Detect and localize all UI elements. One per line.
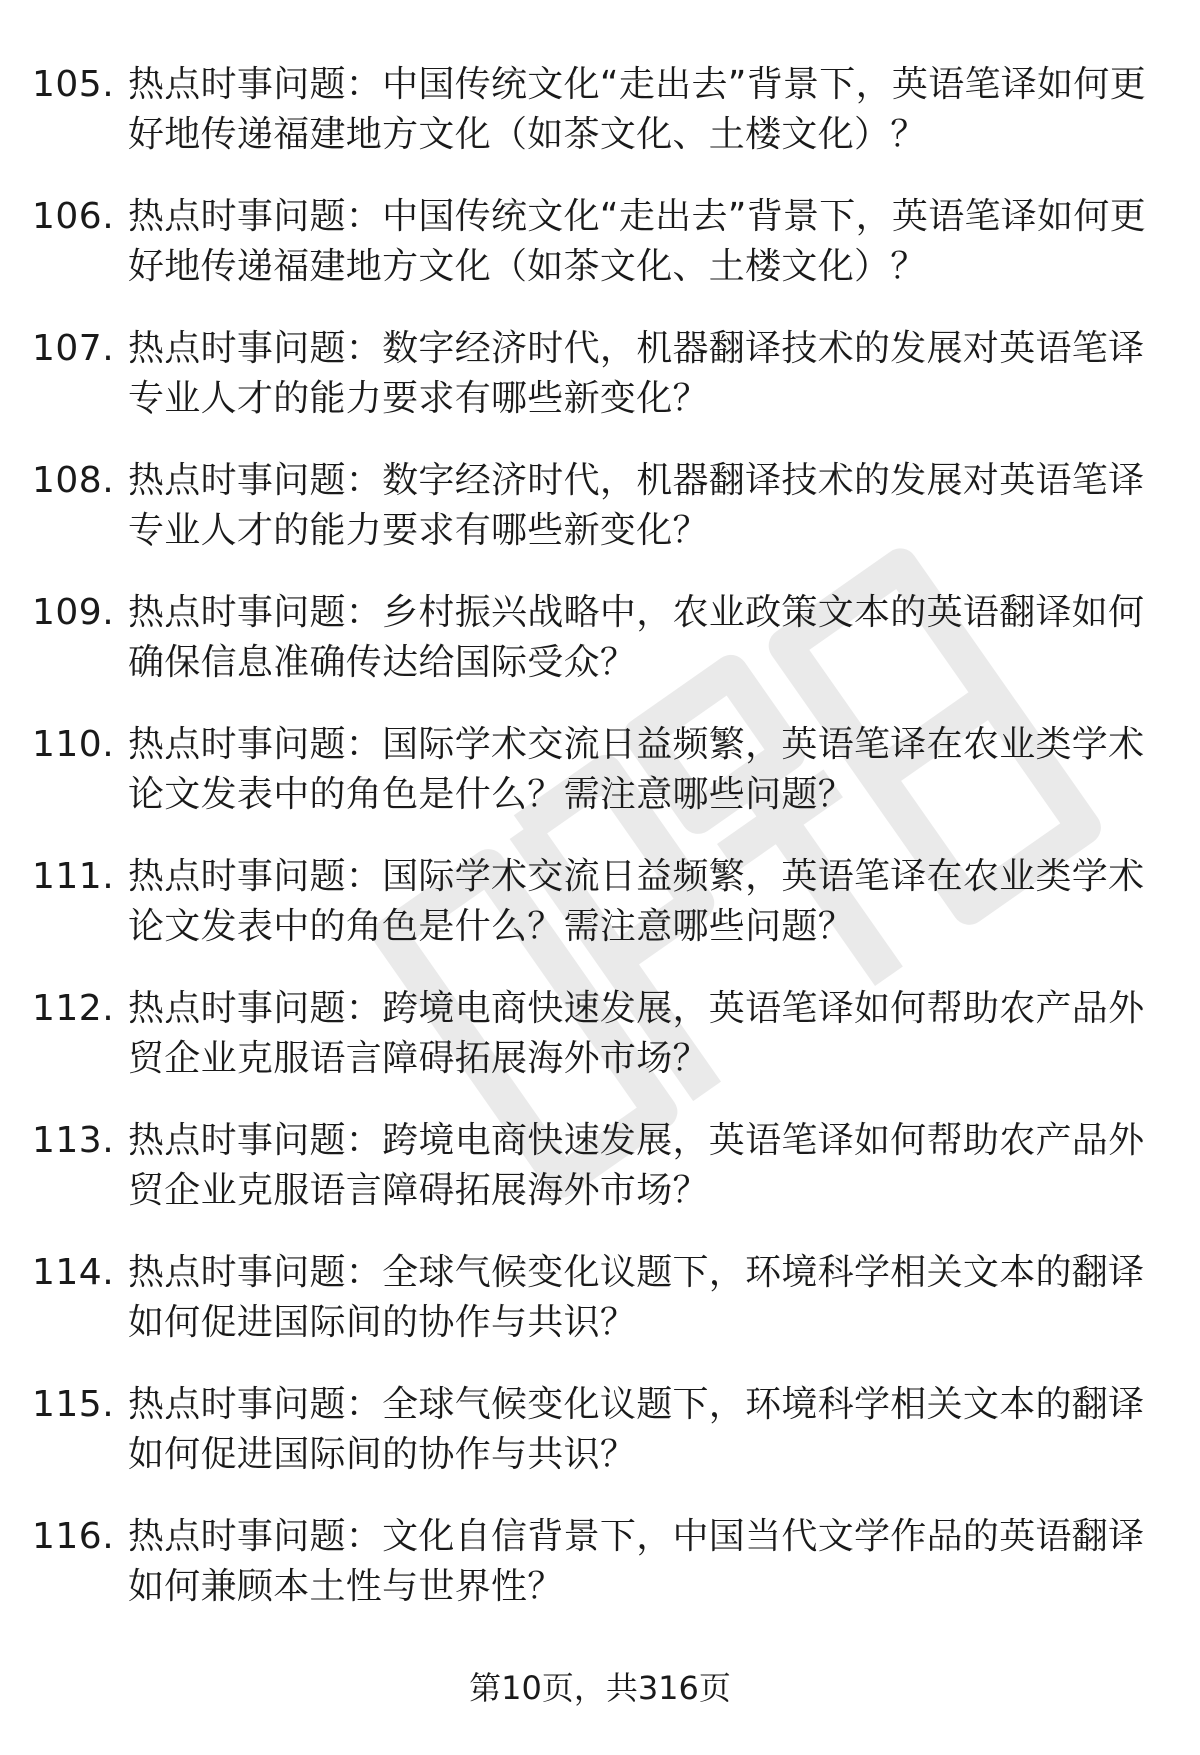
question-number: 107. [32,328,115,369]
question-item [0,52,1200,184]
question-item [0,1372,1200,1504]
question-number: 116. [32,1516,115,1557]
question-number: 112. [32,988,115,1029]
question-text: 热点时事问题：全球气候变化议题下，环境科学相关文本的翻译如何促进国际间的协作与共识？ [128,1384,1145,1475]
question-number: 106. [32,196,115,237]
question-number: 109. [32,592,115,633]
question-list [0,52,1200,1636]
question-number: 114. [32,1252,115,1293]
question-item [0,580,1200,712]
question-text: 热点时事问题：全球气候变化议题下，环境科学相关文本的翻译如何促进国际间的协作与共识？ [128,1252,1145,1343]
question-text: 热点时事问题：跨境电商快速发展，英语笔译如何帮助农产品外贸企业克服语言障碍拓展海外市场？ [128,988,1145,1079]
question-text: 热点时事问题：跨境电商快速发展，英语笔译如何帮助农产品外贸企业克服语言障碍拓展海外市场？ [128,1120,1145,1211]
question-item [0,316,1200,448]
question-item [0,976,1200,1108]
question-text: 热点时事问题：文化自信背景下，中国当代文学作品的英语翻译如何兼顾本土性与世界性？ [128,1516,1145,1607]
question-item [0,184,1200,316]
question-text: 热点时事问题：数字经济时代，机器翻译技术的发展对英语笔译专业人才的能力要求有哪些新变化？ [128,460,1145,551]
question-text: 热点时事问题：中国传统文化“走出去”背景下，英语笔译如何更好地传递福建地方文化（如茶文化、土楼文化）？ [128,196,1147,287]
question-text: 热点时事问题：中国传统文化“走出去”背景下，英语笔译如何更好地传递福建地方文化（如茶文化、土楼文化）？ [128,64,1147,155]
question-text: 热点时事问题：乡村振兴战略中，农业政策文本的英语翻译如何确保信息准确传达给国际受众？ [128,592,1145,683]
question-item [0,448,1200,580]
page-number-label: 第10页，共316页 [469,1669,731,1707]
question-number: 113. [32,1120,115,1161]
question-item [0,1108,1200,1240]
question-text: 热点时事问题：国际学术交流日益频繁，英语笔译在农业类学术论文发表中的角色是什么？需注意哪些问题？ [128,856,1145,947]
page-footer [0,1668,1200,1708]
question-number: 110. [32,724,115,765]
question-text: 热点时事问题：国际学术交流日益频繁，英语笔译在农业类学术论文发表中的角色是什么？需注意哪些问题？ [128,724,1145,815]
question-number: 105. [32,64,115,105]
question-number: 111. [32,856,115,897]
question-item [0,1504,1200,1636]
question-text: 热点时事问题：数字经济时代，机器翻译技术的发展对英语笔译专业人才的能力要求有哪些新变化？ [128,328,1145,419]
question-number: 108. [32,460,115,501]
question-item [0,1240,1200,1372]
question-item [0,712,1200,844]
question-number: 115. [32,1384,115,1425]
question-item [0,844,1200,976]
